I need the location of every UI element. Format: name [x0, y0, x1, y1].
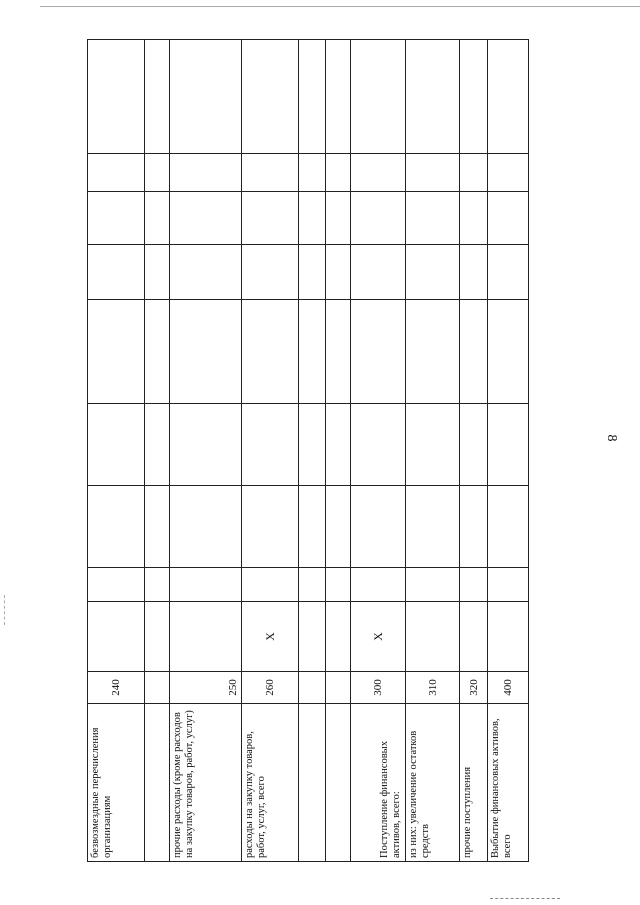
row-code: 310: [406, 672, 460, 704]
row-name: Поступление финансовых активов, всего:: [351, 704, 406, 862]
row-code: [326, 672, 351, 704]
row-mark: [170, 602, 242, 672]
table-row: [460, 40, 488, 862]
row-code: 300: [351, 672, 406, 704]
row-name: прочие расходы (кроме расходов на закупку товаров, работ, услуг): [170, 704, 242, 862]
row-mark: X: [351, 602, 406, 672]
table-row: [406, 40, 460, 862]
table-row: [170, 40, 242, 862]
table-row: [145, 40, 170, 862]
row-code: [145, 672, 170, 704]
scan-artifact: [4, 595, 6, 625]
row-mark: [145, 602, 170, 672]
row-name: [299, 704, 326, 862]
row-mark: [299, 602, 326, 672]
row-code: [299, 672, 326, 704]
row-name: [326, 704, 351, 862]
row-mark: [406, 602, 460, 672]
page-number: 8: [604, 434, 619, 442]
row-name: [145, 704, 170, 862]
row-code: 320: [460, 672, 488, 704]
row-name: безвозмездные перечисления организациям: [88, 704, 145, 862]
row-code: 260: [242, 672, 299, 704]
financial-table: [87, 39, 529, 862]
row-code: 250: [170, 672, 242, 704]
table-row: [242, 40, 299, 862]
rotated-table-container: [87, 40, 528, 862]
scan-artifact: [490, 898, 560, 900]
row-mark: [326, 602, 351, 672]
table-row: [488, 40, 529, 862]
row-name: прочие поступления: [460, 704, 488, 862]
row-mark: X: [242, 602, 299, 672]
table-row: [351, 40, 406, 862]
table-row: [326, 40, 351, 862]
row-mark: [88, 602, 145, 672]
row-code: 400: [488, 672, 529, 704]
scan-edge-line: [40, 6, 640, 7]
row-name: из них: увеличение остатков средств: [406, 704, 460, 862]
row-code: 240: [88, 672, 145, 704]
row-mark: [488, 602, 529, 672]
row-name: расходы на закупку товаров, работ, услуг, всего: [242, 704, 299, 862]
table-row: [88, 40, 145, 862]
row-mark: [460, 602, 488, 672]
table-row: [299, 40, 326, 862]
row-name: Выбытие финансовых активов, всего: [488, 704, 529, 862]
